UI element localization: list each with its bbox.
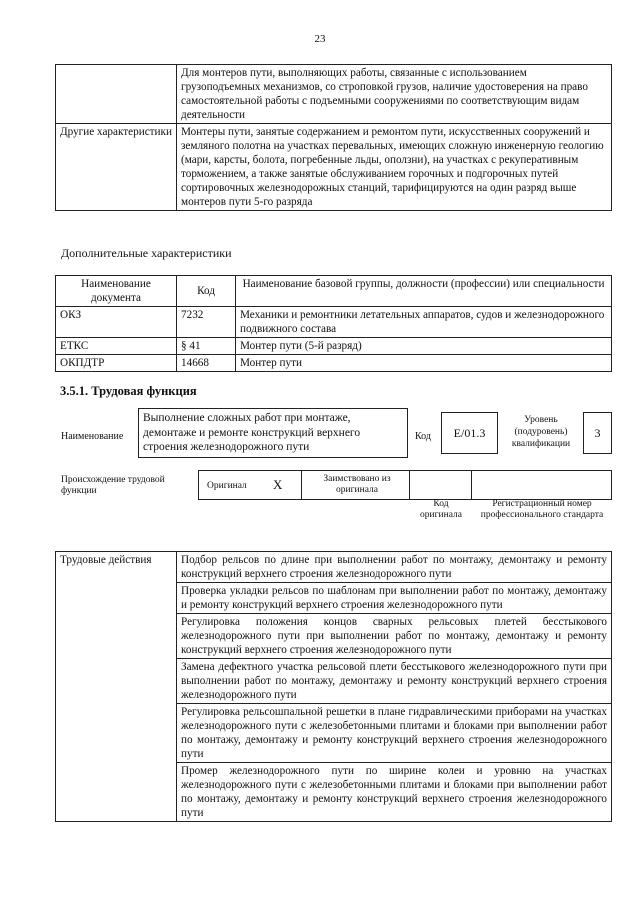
reg-number-label: Регистрационный номер профессионального стандарта [480,499,604,520]
labor-action-item: Регулировка рельсошпальной решетки в плане гидравлическими приборами на участках железнодорожного пути с железобетонными плитами и блоками при выполнении работ по монтажу, демонтажу и ремонту конструкций верхнего строения железнодорожного пути [177,704,612,763]
labor-action-item: Промер железнодорожного пути по ширине колеи и уровню на участках железнодорожного пути с железобетонными плитами и блоками при выполнении работ по монтажу, демонтажу и ремонту конструкций верхнего строения железнодорожного пути [177,763,612,822]
borrowed-cell [301,470,410,500]
code-label: Код [415,431,431,442]
table-row [56,338,612,355]
borrowed-label: Заимствовано из оригинала [323,474,391,495]
labor-action-item: Регулировка положения концов сварных рельсовых плетей бесстыкового железнодорожного пути при выполнении работ по монтажу, демонтажу и ремонту конструкций верхнего строения железнодорожного пути [177,614,612,659]
code-original-cell [409,470,472,500]
header-code: Код [177,276,236,307]
additional-characteristics-table [55,275,612,372]
level-label: Уровень (подуровень) квалификации [511,415,571,449]
function-name-box: Выполнение сложных работ при монтаже, демонтаже и ремонте конструкций верхнего строения железнодорожного пути [138,408,408,458]
doc-name: ОКПДТР [56,355,177,372]
section-title: 3.5.1. Трудовая функция [60,384,197,398]
header-group-name: Наименование базовой группы, должности (профессии) или специальности [236,276,612,307]
group-name: Механики и ремонтники летательных аппаратов, судов и железнодорожного подвижного состава [236,307,612,338]
qualification-requirements-table [55,64,612,211]
reg-number-cell [471,470,612,500]
table-row [56,307,612,338]
table-header-row [56,276,612,307]
header-doc-name: Наименование документа [56,276,177,307]
level-box: 3 [583,412,612,454]
labor-action-item: Проверка укладки рельсов по шаблонам при выполнении работ по монтажу, демонтажу и ремонту конструкций верхнего строения железнодорожного пути [177,583,612,614]
row-text: Для монтеров пути, выполняющих работы, связанные с использованием грузоподъемных механизмов, со строповкой грузов, наличие удостоверения на право самостоятельной работы с подъемными сооружениями по соответствующим видам деятельности [177,65,612,124]
table-row [56,65,612,124]
additional-characteristics-title: Дополнительные характеристики [61,246,232,260]
name-label: Наименование [61,431,124,442]
row-text: Монтеры пути, занятые содержанием и ремонтом пути, искусственных сооружений и земляного полотна на участках перевальных, имеющих сложную инженерную геологию (мари, карсты, болота, погребенные льды, оползни), на участках с рекуперативным торможением, а также занятые обслуживанием горочных и подгорочных путей сортировочных железнодорожных станций, тарифицируются на один разряд выше монтеров пути 5-го разряда [177,124,612,211]
row-label: Другие характеристики [56,124,177,211]
code-original-label: Код оригинала [420,499,462,520]
labor-action-item: Подбор рельсов по длине при выполнении работ по монтажу, демонтажу и ремонту конструкций верхнего строения железнодорожного пути [177,552,612,583]
doc-name: ОКЗ [56,307,177,338]
original-cell [198,470,302,500]
doc-code: 14668 [177,355,236,372]
doc-code: § 41 [177,338,236,355]
doc-code: 7232 [177,307,236,338]
labor-actions-table [55,551,612,822]
table-row [56,355,612,372]
origin-label: Происхождение трудовой функции [61,475,165,496]
doc-name: ЕТКС [56,338,177,355]
function-code-box: E/01.3 [441,412,498,454]
table-row [56,552,612,583]
original-label: Оригинал [207,481,247,491]
group-name: Монтер пути (5-й разряд) [236,338,612,355]
labor-action-item: Замена дефектного участка рельсовой плети бесстыкового железнодорожного пути при выполнении работ по монтажу, демонтажу и ремонту конструкций верхнего строения железнодорожного пути [177,659,612,704]
labor-actions-label: Трудовые действия [56,552,177,822]
table-row [56,124,612,211]
original-mark: X [273,477,283,492]
row-label [56,65,177,124]
page-number: 23 [314,33,326,45]
group-name: Монтер пути [236,355,612,372]
